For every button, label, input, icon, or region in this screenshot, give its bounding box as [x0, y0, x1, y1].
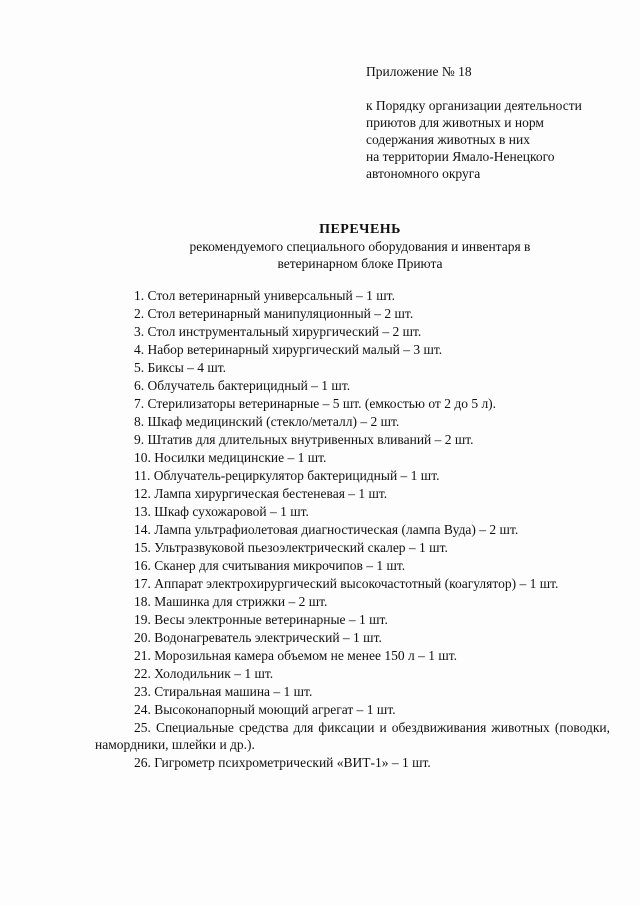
list-item: 21. Морозильная камера объемом не менее 150 л – 1 шт.	[134, 648, 457, 663]
list-item: 17. Аппарат электрохирургический высокочастотный (коагулятор) – 1 шт.	[134, 576, 559, 591]
list-item: 1. Стол ветеринарный универсальный – 1 шт.	[134, 288, 395, 303]
list-item: 23. Стиральная машина – 1 шт.	[134, 684, 313, 699]
list-item: 15. Ультразвуковой пьезоэлектрический скалер – 1 шт.	[134, 540, 448, 555]
list-item: 13. Шкаф сухожаровой – 1 шт.	[134, 504, 309, 519]
list-item: 18. Машинка для стрижки – 2 шт.	[134, 594, 328, 609]
appendix-line: приютов для животных и норм	[366, 115, 544, 130]
appendix-number: Приложение № 18	[366, 64, 472, 79]
list-item: 5. Биксы – 4 шт.	[134, 360, 227, 375]
list-item: 11. Облучатель-рециркулятор бактерицидный – 1 шт.	[134, 468, 440, 483]
list-item: 3. Стол инструментальный хирургический – 2 шт.	[134, 324, 422, 339]
list-item: 14. Лампа ультрафиолетовая диагностическая (лампа Вуда) – 2 шт.	[134, 522, 519, 537]
list-item: 2. Стол ветеринарный манипуляционный – 2 шт.	[134, 306, 414, 321]
list-item: 12. Лампа хирургическая бестеневая – 1 шт.	[134, 486, 388, 501]
appendix-line: автономного округа	[366, 166, 481, 181]
list-item: 26. Гигрометр психрометрический «ВИТ-1» – 1 шт.	[134, 755, 431, 770]
list-item: 24. Высоконапорный моющий агрегат – 1 шт.	[134, 702, 396, 717]
appendix-line: к Порядку организации деятельности	[366, 98, 582, 113]
list-item: 20. Водонагреватель электрический – 1 шт.	[134, 630, 382, 645]
list-item: 10. Носилки медицинские – 1 шт.	[134, 450, 327, 465]
list-item: 8. Шкаф медицинский (стекло/металл) – 2 шт.	[134, 414, 400, 429]
list-item: 16. Сканер для считывания микрочипов – 1 шт.	[134, 558, 406, 573]
list-item: 4. Набор ветеринарный хирургический малый – 3 шт.	[134, 342, 443, 357]
list-item: 7. Стерилизаторы ветеринарные – 5 шт. (емкостью от 2 до 5 л).	[134, 396, 497, 411]
list-item: 19. Весы электронные ветеринарные – 1 шт.	[134, 612, 388, 627]
list-item: 6. Облучатель бактерицидный – 1 шт.	[134, 378, 351, 393]
list-item: 25. Специальные средства для фиксации и обездвиживания животных (поводки, намордники, шлейки и др.).	[95, 720, 610, 752]
document-subtitle-line1: рекомендуемого специального оборудования и инвентаря в	[189, 239, 531, 254]
list-item: 22. Холодильник – 1 шт.	[134, 666, 274, 681]
list-item: 9. Штатив для длительных внутривенных вливаний – 2 шт.	[134, 432, 474, 447]
appendix-block	[366, 63, 626, 182]
equipment-list	[95, 287, 610, 772]
appendix-line: содержания животных в них	[366, 132, 530, 147]
document-title: ПЕРЕЧЕНЬ	[319, 222, 401, 237]
appendix-line: на территории Ямало-Ненецкого	[366, 149, 555, 164]
document-heading	[40, 221, 640, 272]
document-subtitle-line2: ветеринарном блоке Приюта	[277, 256, 443, 271]
